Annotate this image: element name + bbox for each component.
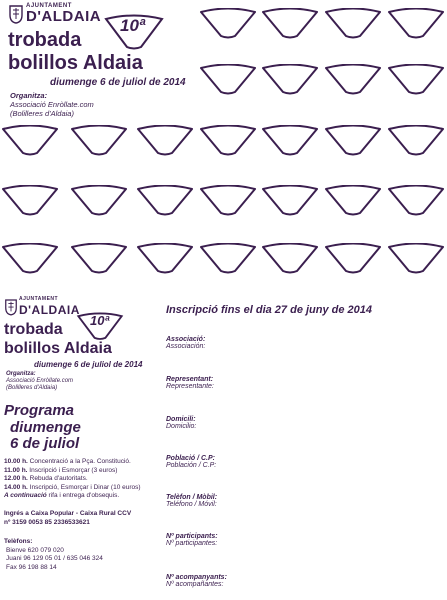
fan-icon xyxy=(135,243,195,275)
program-heading-3: 6 de juliol xyxy=(10,435,80,452)
fan-icon xyxy=(198,243,258,275)
fan-icon xyxy=(260,243,320,275)
organizer-label: Organitza: xyxy=(10,91,48,100)
form-field-representative[interactable] xyxy=(166,376,214,390)
organizer-sub: (Bolilleres d'Aldaia) xyxy=(10,109,74,118)
field-value: Associación: xyxy=(166,343,206,350)
fan-icon xyxy=(260,64,320,96)
field-value: Domicilio: xyxy=(166,423,197,430)
fan-icon xyxy=(260,185,320,217)
fan-icon xyxy=(323,185,383,217)
form-field-phone[interactable] xyxy=(166,494,217,508)
field-label: Associació: xyxy=(166,336,206,343)
organizer-name: Associació Enròllate.com xyxy=(6,378,74,384)
program-item: A continuació rifa i entrega d'obsequis. xyxy=(4,492,120,499)
fan-icon xyxy=(386,243,446,275)
flyer-title-line1: trobada xyxy=(4,321,63,338)
fan-icon xyxy=(69,125,129,157)
phone-item: Fax 96 198 88 14 xyxy=(6,563,57,571)
fan-icon xyxy=(69,185,129,217)
field-value: Teléfono / Móvil: xyxy=(166,501,217,508)
fan-icon xyxy=(386,64,446,96)
phone-item: Bienve 620 079 020 xyxy=(6,546,64,554)
field-label: Nº participants: xyxy=(166,533,218,540)
form-field-town[interactable] xyxy=(166,455,216,469)
field-label: Telèfon / Mòbil: xyxy=(166,494,218,501)
field-label: Representant: xyxy=(166,376,214,383)
fan-icon xyxy=(323,8,383,40)
fan-icon xyxy=(0,125,60,157)
logo-top-text: AJUNTAMENT xyxy=(26,3,72,9)
program-list xyxy=(4,458,164,501)
flyer-title-line1: trobada xyxy=(8,29,82,51)
fan-icon xyxy=(323,64,383,96)
fan-icon xyxy=(198,185,258,217)
fan-icon xyxy=(260,125,320,157)
bank-line-1: Ingrés a Caixa Popular - Caixa Rural CCV xyxy=(4,510,132,517)
bank-info xyxy=(4,510,164,527)
fan-icon xyxy=(198,64,258,96)
fan-icon xyxy=(198,8,258,40)
organizer-sub: (Bolilleres d'Aldaia) xyxy=(6,385,58,391)
badge-text: 10ª xyxy=(120,16,146,35)
logo-top-text: AJUNTAMENT xyxy=(19,296,59,302)
field-label: Nº acompanyants: xyxy=(166,574,227,581)
fan-icon xyxy=(69,243,129,275)
field-value: Representante: xyxy=(166,383,214,390)
phones-label: Telèfons: xyxy=(4,538,33,545)
bank-line-2: nº 3159 0053 85 2336533621 xyxy=(4,518,90,526)
field-label: Domicili: xyxy=(166,416,196,423)
program-item: 11.00 h. Inscripció i Esmorçar (3 euros) xyxy=(4,466,118,474)
fan-icon xyxy=(323,125,383,157)
logo-name: ALDAIA xyxy=(31,303,80,317)
fan-icon xyxy=(135,125,195,157)
flyer-title-line2: bolillos Aldaia xyxy=(4,340,112,357)
fan-icon xyxy=(198,125,258,157)
form-field-participants[interactable] xyxy=(166,533,218,547)
registration-deadline: Inscripció fins el dia 27 de juny de 2014 xyxy=(166,304,373,316)
phones xyxy=(4,538,164,572)
fan-icon xyxy=(0,185,60,217)
field-value: Población / C.P: xyxy=(166,462,217,469)
crest-icon xyxy=(8,4,24,24)
field-value: Nº acompañantes: xyxy=(166,581,224,588)
program-item: 10.00 h. Concentració a la Pça. Constitució. xyxy=(4,458,131,465)
form-field-address[interactable] xyxy=(166,416,196,430)
crest-icon xyxy=(4,298,18,316)
organizer-name: Associació Enròllate.com xyxy=(10,100,94,109)
fan-icon xyxy=(135,185,195,217)
phone-item: Juani 96 129 05 01 / 635 046 324 xyxy=(6,555,103,562)
fan-icon xyxy=(386,125,446,157)
program-item: 14.00 h. Inscripció, Esmorçar i Dinar (10 euros) xyxy=(4,483,141,491)
logo-prefix: D' xyxy=(26,8,42,25)
field-label: Població / C.P: xyxy=(166,455,216,462)
fan-icon xyxy=(386,185,446,217)
fan-icon xyxy=(260,8,320,40)
fan-icon xyxy=(0,243,60,275)
fan-icon xyxy=(386,8,446,40)
form-field-association[interactable] xyxy=(166,336,205,350)
organizer-label: Organitza: xyxy=(6,371,36,377)
badge-text: 10ª xyxy=(90,313,110,328)
flyer-date: diumenge 6 de juliol de 2014 xyxy=(34,360,143,369)
form-field-companions[interactable] xyxy=(166,574,227,588)
fan-icon xyxy=(323,243,383,275)
field-value: Nº participantes: xyxy=(166,540,218,547)
logo-prefix: D' xyxy=(19,303,32,317)
program-heading-2: diumenge xyxy=(10,419,81,436)
flyer-date: diumenge 6 de juliol de 2014 xyxy=(50,77,186,88)
flyer-title-line2: bolillos Aldaia xyxy=(8,52,143,74)
logo-name: ALDAIA xyxy=(41,8,102,25)
program-item: 12.00 h. Rebuda d'autoritats. xyxy=(4,475,88,482)
program-heading-1: Programa xyxy=(4,402,75,419)
